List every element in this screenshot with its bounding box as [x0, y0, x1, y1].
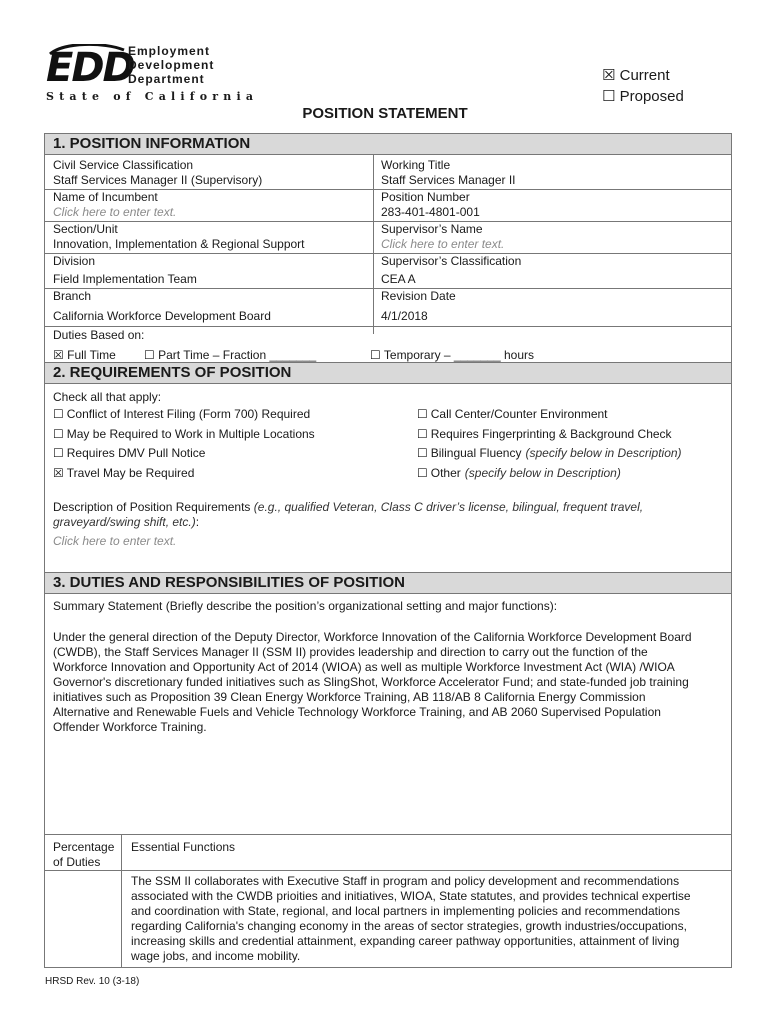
requirement-checkbox[interactable]: ☒	[53, 465, 64, 480]
supervisor-name-label: Supervisor’s Name	[381, 222, 483, 236]
page-title: POSITION STATEMENT	[302, 105, 468, 122]
requirement-checkbox[interactable]: ☐	[417, 407, 428, 421]
section3-heading: 3. DUTIES AND RESPONSIBILITIES OF POSITION	[45, 572, 731, 594]
requirement-label: Travel May be Required	[66, 465, 195, 480]
percentage-label: Percentage	[53, 840, 115, 854]
status-proposed-label: Proposed	[619, 88, 684, 105]
section-unit-label: Section/Unit	[53, 222, 118, 236]
divider	[45, 834, 731, 835]
part-time-option[interactable]	[144, 348, 316, 363]
incumbent-field[interactable]: Click here to enter text.	[53, 205, 177, 219]
logo-department-name: Employment Development Department	[128, 44, 215, 86]
form-revision-footer: HRSD Rev. 10 (3-18)	[45, 976, 140, 987]
full-time-label: Full Time	[67, 348, 116, 362]
temporary-label: Temporary – _______ hours	[383, 348, 534, 362]
status-checkboxes	[602, 65, 684, 107]
requirement-checkbox[interactable]: ☐	[53, 446, 64, 460]
requirement-checkbox[interactable]: ☐	[417, 426, 428, 441]
edd-logo	[44, 44, 259, 104]
summary-line: Governor's discretionary funded initiatives such as SlingShot, Workforce Accelerator Fund; and state-funded job training	[53, 675, 689, 689]
supervisor-class-value: CEA A	[381, 272, 416, 286]
summary-line: Alternative and Renewable Fuels and Vehicle Technology Workforce Training, and AB 2060 Supervised Population	[53, 705, 661, 719]
section1-column-divider	[373, 155, 374, 334]
requirement-label: Call Center/Counter Environment	[430, 407, 608, 421]
requirement-label: Requires DMV Pull Notice	[66, 446, 206, 460]
requirement-option[interactable]	[417, 407, 608, 422]
full-time-checkbox[interactable]: ☒	[53, 348, 64, 362]
essential-functions-label: Essential Functions	[131, 840, 236, 854]
division-value: Field Implementation Team	[53, 272, 197, 286]
summary-line: (CWDB), the Staff Services Manager II (SSM II) provides leadership and direction to carry out the function of the	[53, 645, 648, 659]
logo-wordmark: EDD	[46, 45, 134, 91]
requirement-note: (specify below in Description)	[525, 446, 682, 460]
requirement-note: (specify below in Description)	[464, 465, 621, 480]
duties-based-label: Duties Based on:	[53, 328, 145, 342]
summary-line: initiatives such as Proposition 39 Clean Energy Workforce Training, AB 118/AB 8 California Energy Commission	[53, 690, 646, 704]
civil-service-value: Staff Services Manager II (Supervisory)	[53, 173, 263, 187]
duties-column-divider	[121, 834, 122, 968]
requirement-option[interactable]	[417, 446, 682, 461]
revision-date-value: 4/1/2018	[381, 309, 428, 323]
section-unit-value: Innovation, Implementation & Regional Support	[53, 237, 305, 251]
part-time-checkbox[interactable]: ☐	[144, 348, 155, 362]
position-number-value: 283-401-4801-001	[381, 205, 480, 219]
requirement-checkbox[interactable]: ☐	[417, 465, 428, 480]
requirement-option[interactable]	[53, 427, 315, 442]
essential-line: associated with the CWDB prioities and initiatives, WIOA, State statutes, and provides technical expertise	[131, 889, 691, 903]
essential-line: and coordination with State, regional, and local partners in implementing policies and recommendations	[131, 904, 680, 918]
requirement-label: Bilingual Fluency	[430, 446, 522, 460]
position-requirements-field[interactable]: Click here to enter text.	[53, 534, 177, 548]
position-number-label: Position Number	[381, 190, 470, 204]
position-requirements-description-cont: graveyard/swing shift, etc.):	[53, 515, 200, 529]
division-label: Division	[53, 254, 96, 268]
requirement-label: Requires Fingerprinting & Background Check	[430, 426, 672, 441]
check-all-label: Check all that apply:	[53, 390, 162, 404]
summary-line: Under the general direction of the Deputy Director, Workforce Innovation of the California Workforce Development Board	[53, 630, 692, 644]
position-statement-form	[44, 133, 732, 968]
divider	[45, 870, 731, 871]
requirement-checkbox[interactable]: ☐	[417, 446, 428, 460]
requirement-label: Other	[430, 465, 461, 480]
essential-line: increasing skills and credential attainment, expanding career pathway opportunities, attainment of living	[131, 934, 680, 948]
requirement-option[interactable]	[417, 427, 672, 442]
logo-state-line: State of California	[46, 90, 259, 103]
divider	[45, 326, 731, 327]
working-title-value: Staff Services Manager II	[381, 173, 516, 187]
requirement-label: Conflict of Interest Filing (Form 700) Required	[66, 407, 311, 421]
requirement-option[interactable]	[53, 407, 310, 422]
requirement-label: May be Required to Work in Multiple Locations	[66, 426, 315, 441]
requirement-option[interactable]	[53, 446, 205, 461]
essential-line: regarding California's changing economy in the areas of sector strategies, growth industries/occupations,	[131, 919, 687, 933]
essential-line: The SSM II collaborates with Executive Staff in program and policy development and recommendations	[131, 874, 680, 888]
temporary-checkbox[interactable]: ☐	[370, 348, 381, 362]
percentage-label-cont: of Duties	[53, 855, 101, 869]
full-time-option[interactable]	[53, 348, 116, 363]
requirement-checkbox[interactable]: ☐	[53, 426, 64, 441]
revision-date-label: Revision Date	[381, 289, 456, 303]
status-proposed-checkbox[interactable]: ☐	[602, 87, 616, 105]
working-title-label: Working Title	[381, 158, 451, 172]
section1-heading: 1. POSITION INFORMATION	[45, 134, 731, 155]
temporary-option[interactable]	[370, 348, 534, 363]
status-current-option[interactable]	[602, 65, 684, 86]
part-time-label: Part Time – Fraction _______	[158, 348, 317, 362]
status-current-label: Current	[619, 67, 670, 84]
supervisor-class-label: Supervisor’s Classification	[381, 254, 522, 268]
branch-value: California Workforce Development Board	[53, 309, 271, 323]
status-current-checkbox[interactable]: ☒	[602, 66, 616, 84]
summary-statement-label: Summary Statement (Briefly describe the position’s organizational setting and major functions):	[53, 599, 558, 613]
requirement-option[interactable]	[417, 466, 621, 481]
essential-line: wage jobs, and income mobility.	[131, 949, 301, 963]
incumbent-label: Name of Incumbent	[53, 190, 158, 204]
civil-service-label: Civil Service Classification	[53, 158, 194, 172]
position-requirements-description: Description of Position Requirements (e.g., qualified Veteran, Class C driver’s license, bilingual, frequent travel,	[53, 500, 644, 514]
summary-line: Offender Workforce Training.	[53, 720, 207, 734]
requirement-checkbox[interactable]: ☐	[53, 407, 64, 421]
summary-line: Workforce Innovation and Opportunity Act of 2014 (WIOA) as well as multiple Workforce Investment Act (WIA) /WIOA	[53, 660, 675, 674]
status-proposed-option[interactable]	[602, 86, 684, 107]
requirement-option[interactable]	[53, 466, 194, 481]
supervisor-name-field[interactable]: Click here to enter text.	[381, 237, 505, 251]
branch-label: Branch	[53, 289, 92, 303]
section2-heading: 2. REQUIREMENTS OF POSITION	[45, 362, 731, 384]
